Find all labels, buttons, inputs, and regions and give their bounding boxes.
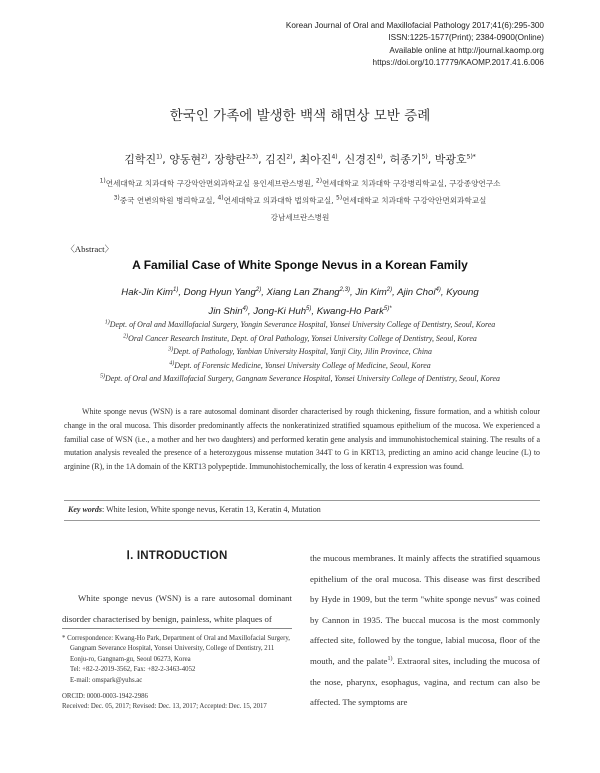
correspondence-text: * Correspondence: Kwang-Ho Park, Department of Oral and Maxillofacial Surgery, Gangnam Severance Hospital, Yonsei University, College of Dentistry, 211 Eonju-ro, Gangnam-gu, Seoul 06273, Korea (62, 635, 291, 663)
author-en: Hak-Jin Kim (121, 287, 173, 298)
divider (64, 500, 540, 501)
keywords-label: Key words (68, 505, 102, 514)
journal-header (204, 20, 544, 70)
correspondence-phone: Tel: +82-2-2019-3562, Fax: +82-2-3463-4052 (70, 666, 196, 674)
affiliation-line: $^{1)}$연세대학교 치과대학 구강악안면외과학교실 용인세브란스병원, $^{2)}$연세대학교 치과대학 구강병리학교실, 구강종양연구소 (99, 177, 501, 188)
affiliation-line: 강남세브란스병원 (270, 213, 330, 222)
author-ko: 박광호 (434, 153, 467, 166)
affiliation-line: $^{3)}$중국 연변의학원 병리학교실, $^{4)}$연세대학교 의과대학 법의학교실, $^{5)}$연세대학교 치과대학 구강악안면외과학교실 (113, 194, 487, 205)
journal-citation: Korean Journal of Oral and Maxillofacial Pathology 2017;41(6):295-300 (285, 21, 544, 30)
orcid: ORCID: 0000-0003-1942-2986 (62, 693, 148, 701)
abstract (64, 405, 540, 474)
affiliation-line: $^{4)}$Dept. of Forensic Medicine, Yonsei University College of Medicine, Seoul, Korea (169, 360, 431, 370)
right-column (310, 548, 540, 713)
author-en: Kyoung Jin Shin (208, 287, 479, 317)
footnote-divider (62, 628, 292, 629)
english-authors: Hak-Jin Kim$^{1)}$, Dong Hyun Yang$^{2)}$, Xiang Lan Zhang$^{2,3)}$, Jin Kim$^{2)}$, Ajin Choi$^{4)}$, Kyoung Jin Shin$^{4)}$, Jong-Ki Huh$^{5)}$, Kwang-Ho Park$^{5)*}$ (121, 286, 479, 317)
abstract-label: 〈Abstract〉 (66, 244, 114, 254)
abstract-text: White sponge nevus (WSN) is a rare autosomal dominant disorder characterised by rough thickening, fissure formation, and a whitish colour change in the oral mucosa. This disorder predominantly affects the nonkeratinized stratified squamous epithelium of the mucosa. We experienced a familial case of WSN (i.e., a mother and her two daughters) and performed keratin gene analysis and immunohistochemical staining. The results of a mutation analysis revealed the presence of a heterozygous missense mutation 344T to G in KRT13, predicting an amino acid change leucine (L) to arginine (R), in the 1A domain of the KRT13 polypeptide. Immunohistochemically, the loss of keratin 4 expression was found. (64, 407, 540, 472)
korean-affiliations (30, 175, 570, 226)
intro-paragraph-continued: the mucous membranes. It mainly affects the stratified squamous epithelium of the oral mucosa. This disease was first described by Hyde in 1909, but the term "white sponge nevus" was coined by Cannon in 1935. The buccal mucosa is the most commonly affected site, followed by the tongue, labial mucosa, floor of the mouth, and the palate$^{1)}$. Extraoral sites, including the mucosa of the nose, pharynx, esophagus, vagina, and rectum can also be affected. The symptoms are (310, 553, 540, 708)
author-en: Dong Hyun Yang (183, 287, 256, 298)
author-en: Xiang Lan Zhang (266, 287, 340, 298)
korean-authors: 김학진$^{1)}$, 양동현$^{2)}$, 장향란$^{2,3)}$, 김진$^{2)}$, 최아진$^{4)}$, 신경진$^{4)}$, 허종기$^{5)}$, 박광호$^{5)*}$ (124, 153, 476, 166)
correspondence-email[interactable]: E-mail: omspark@yuhs.ac (70, 676, 143, 684)
dates: Received: Dec. 05, 2017; Revised: Dec. 13, 2017; Accepted: Dec. 15, 2017 (62, 703, 267, 711)
author-ko: 김진 (265, 153, 287, 166)
affiliation-line: $^{5)}$Dept. of Oral and Maxillofacial Surgery, Gangnam Severance Hospital, Yonsei University College of Dentistry, Seoul, Korea (100, 373, 500, 384)
author-ko: 김학진 (124, 153, 157, 166)
journal-issn: ISSN:1225-1577(Print); 2384-0900(Online) (388, 33, 544, 43)
author-en: Kwang-Ho Park (316, 306, 384, 317)
author-ko: 허종기 (389, 153, 422, 166)
author-ko: 장향란 (214, 153, 247, 166)
korean-title: 한국인 가족에 발생한 백색 해면상 모반 증례 (169, 108, 431, 124)
author-ko: 양동현 (169, 153, 202, 166)
left-column (62, 588, 292, 629)
author-ko: 신경진 (344, 153, 377, 166)
affiliation-line: $^{3)}$Dept. of Pathology, Yanbian University Hospital, Yanji City, Jilin Province, China (168, 346, 432, 357)
author-en: Ajin Choi (397, 287, 436, 298)
affiliation-line: $^{2)}$Oral Cancer Research Institute, Dept. of Oral Pathology, Yonsei University College of Dentistry, Seoul, Korea (123, 332, 477, 343)
correspondence-footnote (62, 634, 292, 713)
section-heading: Ⅰ. INTRODUCTION (126, 550, 228, 562)
journal-doi[interactable]: https://doi.org/10.17779/KAOMP.2017.41.6.006 (372, 58, 544, 68)
journal-url[interactable]: Available online at http://journal.kaomp.org (389, 45, 544, 55)
intro-paragraph: White sponge nevus (WSN) is a rare autosomal dominant disorder characterised by benign, painless, white plaques of (62, 593, 292, 624)
affiliation-line: $^{1)}$Dept. of Oral and Maxillofacial Surgery, Yongin Severance Hospital, Yonsei University College of Dentistry, Seoul, Korea (104, 319, 496, 329)
keywords (68, 505, 321, 514)
author-en: Jin Kim (355, 287, 387, 298)
author-en: Jong-Ki Huh (253, 306, 307, 317)
keywords-text: : White lesion, White sponge nevus, Keratin 13, Keratin 4, Mutation (102, 505, 321, 514)
english-title: A Familial Case of White Sponge Nevus in a Korean Family (132, 258, 468, 272)
english-affiliations (50, 318, 550, 386)
author-ko: 최아진 (299, 153, 332, 166)
divider (64, 520, 540, 521)
